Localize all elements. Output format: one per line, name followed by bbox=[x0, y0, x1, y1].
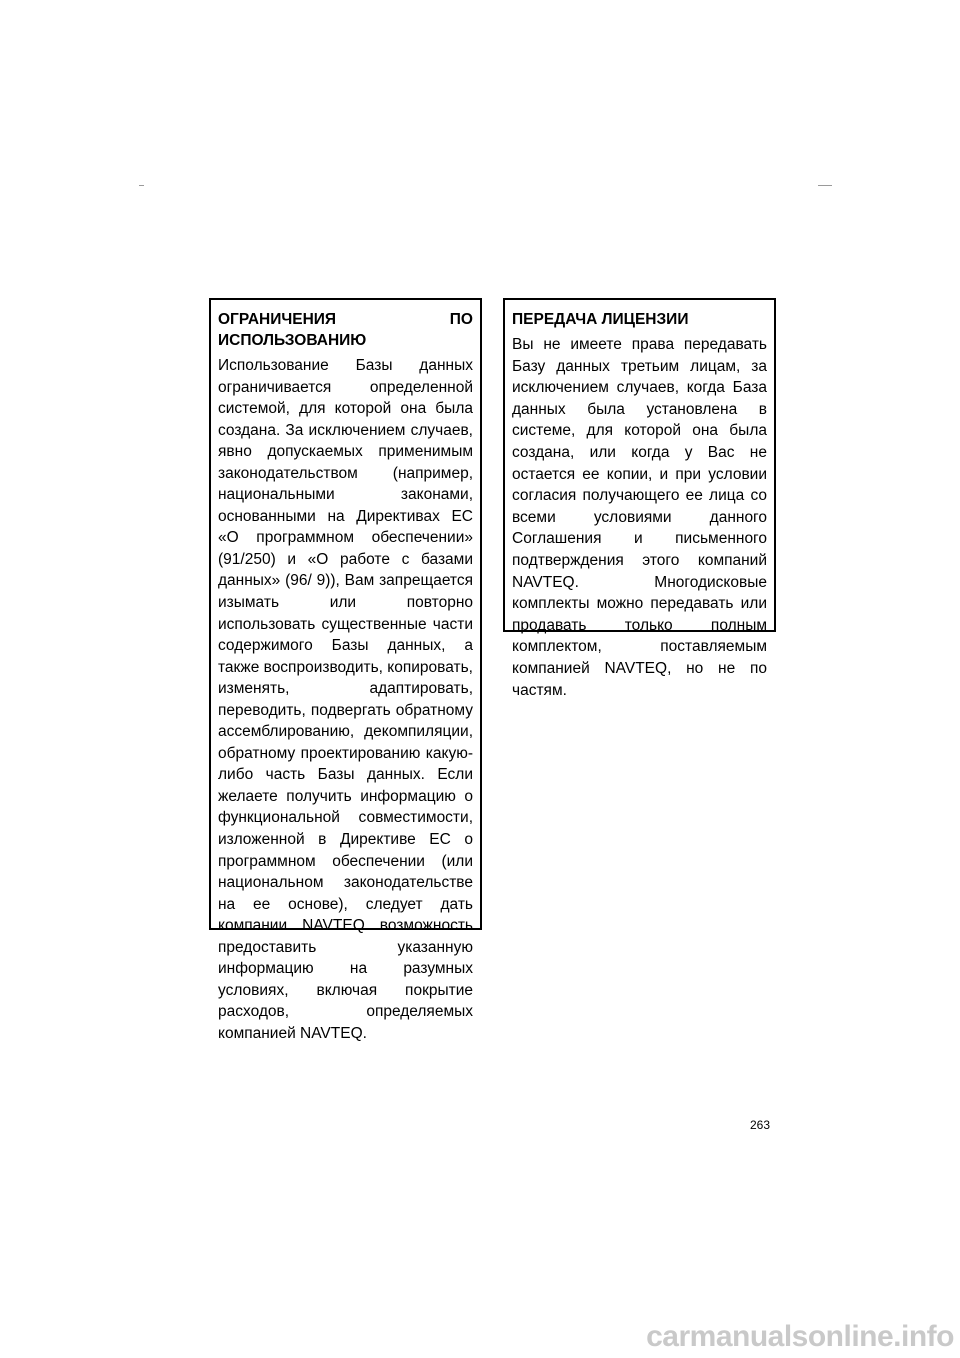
crop-mark-left bbox=[139, 185, 144, 186]
usage-restrictions-box bbox=[209, 298, 482, 1042]
license-transfer-box bbox=[503, 298, 776, 699]
usage-restrictions-text: Использование Базы данных ограничивается определенной системой, для которой она была создана. За исключением случаев, явно допускаемых применимым законодательством (например, национальными законами, основанными на Директивах ЕС «О программном обеспечении» (91/250) и «О работе с базами данных» (96/ 9)), Вам запрещается изымать или повторно использовать существенные части содержимого Базы данных, а также воспроизводить, копировать, изменять, адаптировать, переводить, подвергать обратному ассемблированию, декомпиляции, обратному проектированию какую-либо часть Базы данных. Если желаете получить информацию о функциональной совместимости, изложенной в Директиве ЕС о программном обеспечении (или национальном законодательстве на ее основе), следует дать компании NAVTEQ возможность предоставить указанную информацию на разумных условиях, включая покрытие расходов, определяемых компанией NAVTEQ. bbox=[218, 357, 473, 1042]
page-number: 263 bbox=[749, 1118, 770, 1132]
usage-restrictions-title bbox=[218, 309, 473, 351]
crop-mark-right bbox=[818, 185, 832, 186]
usage-restrictions-title-line1: ОГРАНИЧЕНИЯ ПО bbox=[218, 311, 473, 328]
license-transfer-text: Вы не имеете права передавать Базу данных третьим лицам, за исключением случаев, когда База данных была установлена в системе, для которой она была создана, или когда у Вас не остается ее копии, и при условии согласия получающего ее лица со всеми условиями данного Соглашения и письменного подтверждения этого компаний NAVTEQ. Многодисковые комплекты можно передавать или продавать только полным комплектом, поставляемым компанией NAVTEQ, но не по частям. bbox=[512, 336, 767, 699]
watermark: carmanualsonline.info bbox=[646, 1320, 954, 1353]
usage-restrictions-title-line2: ИСПОЛЬЗОВАНИЮ bbox=[218, 332, 367, 349]
license-transfer-title: ПЕРЕДАЧА ЛИЦЕНЗИИ bbox=[512, 311, 689, 328]
